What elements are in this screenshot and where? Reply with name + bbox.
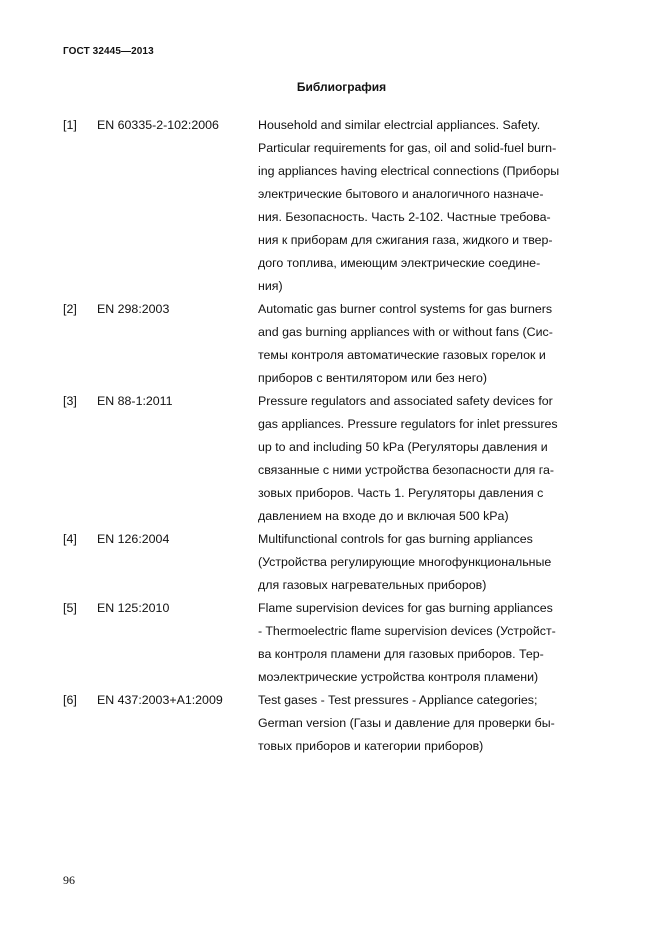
description-line: ния) bbox=[258, 279, 283, 293]
page-number: 96 bbox=[63, 873, 75, 887]
bibliography-entry bbox=[63, 390, 593, 528]
bibliography-entry bbox=[63, 528, 593, 597]
entry-number: [3] bbox=[63, 394, 77, 408]
description-line: давлением на входе до и включая 500 kPa) bbox=[258, 509, 509, 523]
entry-description bbox=[258, 298, 593, 390]
entry-code: EN 60335-2-102:2006 bbox=[97, 118, 219, 132]
description-line: German version (Газы и давление для проверки бы- bbox=[258, 716, 555, 730]
bibliography-entry bbox=[63, 114, 593, 298]
description-line: моэлектрические устройства контроля пламени) bbox=[258, 670, 539, 684]
entry-number: [6] bbox=[63, 693, 77, 707]
description-line: связанные с ними устройства безопасности для га- bbox=[258, 463, 555, 477]
description-line: электрические бытового и аналогичного назначе- bbox=[258, 187, 544, 201]
description-line: товых приборов и категории приборов) bbox=[258, 739, 484, 753]
entry-code: EN 88-1:2011 bbox=[97, 394, 173, 408]
entry-number: [2] bbox=[63, 302, 77, 316]
description-line: ния. Безопасность. Часть 2-102. Частные требова- bbox=[258, 210, 551, 224]
description-line: and gas burning appliances with or without fans (Сис- bbox=[258, 325, 553, 339]
entry-code: EN 298:2003 bbox=[97, 302, 170, 316]
description-line: ния к приборам для сжигания газа, жидкого и твер- bbox=[258, 233, 553, 247]
description-line: для газовых нагревательных приборов) bbox=[258, 578, 487, 592]
bibliography-entry bbox=[63, 298, 593, 390]
bibliography-entry bbox=[63, 597, 593, 689]
description-line: Flame supervision devices for gas burning appliances bbox=[258, 601, 553, 615]
bibliography-title: Библиография bbox=[296, 80, 387, 94]
description-line: дого топлива, имеющим электрические соедине- bbox=[258, 256, 541, 270]
entry-description bbox=[258, 390, 593, 528]
description-line: up to and including 50 kPa (Регуляторы давления и bbox=[258, 440, 548, 454]
description-line: темы контроля автоматические газовых горелок и bbox=[258, 348, 546, 362]
entry-code: EN 125:2010 bbox=[97, 601, 170, 615]
description-line: приборов с вентилятором или без него) bbox=[258, 371, 488, 385]
description-line: gas appliances. Pressure regulators for inlet pressures bbox=[258, 417, 558, 431]
entry-number: [4] bbox=[63, 532, 77, 546]
entry-code: EN 126:2004 bbox=[97, 532, 170, 546]
entry-description bbox=[258, 528, 593, 597]
description-line: ва контроля пламени для газовых приборов. Тер- bbox=[258, 647, 544, 661]
bibliography-entry bbox=[63, 689, 593, 758]
entry-description bbox=[258, 689, 593, 758]
description-line: зовых приборов. Часть 1. Регуляторы давления с bbox=[258, 486, 544, 500]
description-line: Test gases - Test pressures - Appliance categories; bbox=[258, 693, 538, 707]
description-line: Multifunctional controls for gas burning appliances bbox=[258, 532, 533, 546]
entry-description bbox=[258, 114, 593, 298]
document-header: ГОСТ 32445—2013 bbox=[63, 46, 154, 57]
entry-code: EN 437:2003+A1:2009 bbox=[97, 693, 223, 707]
description-line: ing appliances having electrical connections (Приборы bbox=[258, 164, 560, 178]
entry-number: [5] bbox=[63, 601, 77, 615]
description-line: (Устройства регулирующие многофункциональные bbox=[258, 555, 552, 569]
entry-number: [1] bbox=[63, 118, 77, 132]
description-line: Household and similar electrcial appliances. Safety. bbox=[258, 118, 541, 132]
description-line: Pressure regulators and associated safety devices for bbox=[258, 394, 553, 408]
description-line: - Thermoelectric flame supervision devices (Устройст- bbox=[258, 624, 556, 638]
description-line: Automatic gas burner control systems for gas burners bbox=[258, 302, 553, 316]
entry-description bbox=[258, 597, 593, 689]
description-line: Particular requirements for gas, oil and solid-fuel burn- bbox=[258, 141, 557, 155]
bibliography-list bbox=[63, 114, 593, 758]
